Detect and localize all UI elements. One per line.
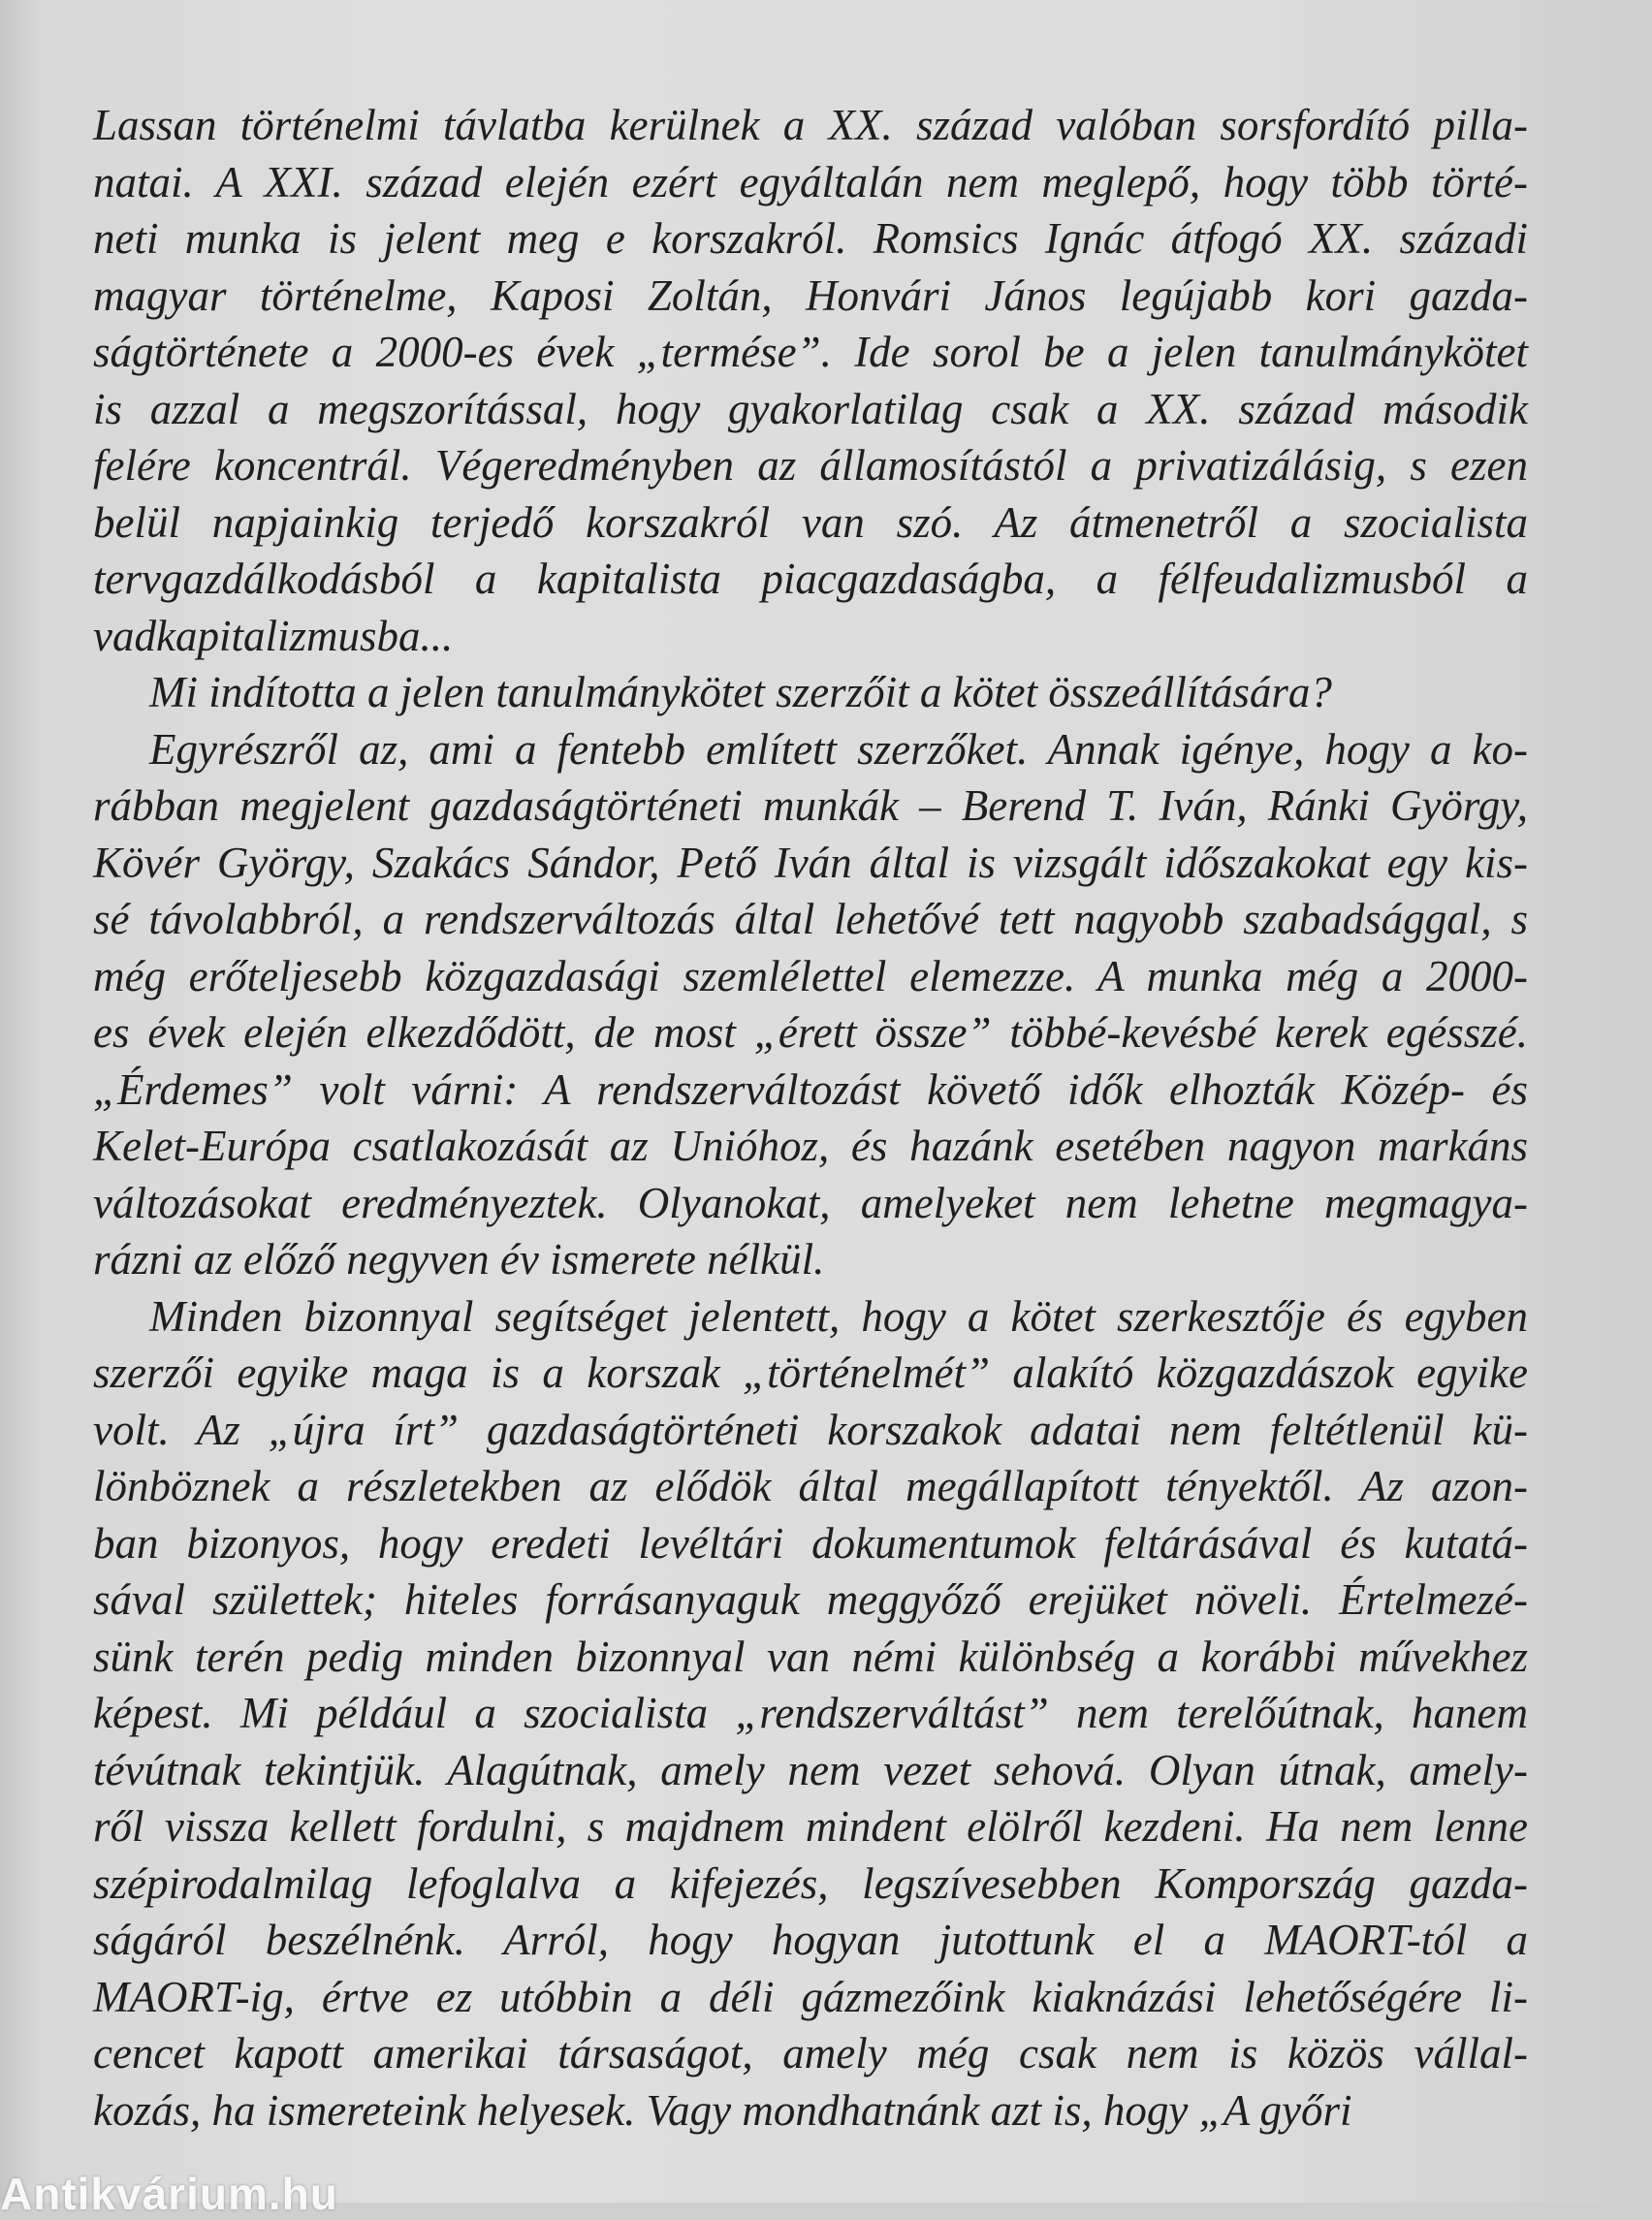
text-line: Mi indította a jelen tanulmánykötet szerzőit a kötet összeállítására? xyxy=(149,668,1332,716)
text-line: Lassan történelmi távlatba kerülnek a XX. század valóban sorsfordító pilla- xyxy=(93,101,1528,149)
text-line: sé távolabbról, a rendszerváltozás által lehetővé tett nagyobb szabadsággal, s xyxy=(93,895,1528,943)
text-line: MAORT-ig, értve ez utóbbin a déli gázmezőink kiaknázási lehetőségére li- xyxy=(93,1972,1528,2021)
text-line: Kelet-Európa csatlakozását az Unióhoz, és hazánk esetében nagyon markáns xyxy=(93,1122,1528,1170)
text-line: még erőteljesebb közgazdasági szemlélettel elemezze. A munka még a 2000- xyxy=(93,951,1528,1000)
paragraph xyxy=(93,1288,1528,2140)
text-line: belül napjainkig terjedő korszakról van szó. Az átmenetről a szocialista xyxy=(93,497,1528,547)
text-line: lönböznek a részletekben az elődök által megállapított tényektől. Az azon- xyxy=(93,1462,1528,1510)
text-line: szerzői egyike maga is a korszak „történelmét” alakító közgazdászok egyike xyxy=(93,1348,1528,1397)
text-line: cencet kapott amerikai társaságot, amely még csak nem is közös vállal- xyxy=(93,2029,1528,2077)
text-line: sával születtek; hiteles forrásanyaguk meggyőző erejüket növeli. Értelmezé- xyxy=(93,1575,1528,1624)
text-line: képest. Mi például a szocialista „rendszerváltást” nem terelőútnak, hanem xyxy=(93,1689,1528,1737)
text-line: ban bizonyos, hogy eredeti levéltári dokumentumok feltárásával és kutatá- xyxy=(93,1518,1528,1568)
text-line: ről vissza kellett fordulni, s majdnem mindent elölről kezdeni. Ha nem lenne xyxy=(93,1802,1528,1851)
text-line: ságtörténete a 2000-es évek „termése”. Ide sorol be a jelen tanulmánykötet xyxy=(93,328,1528,376)
paragraph xyxy=(93,721,1528,1288)
text-line: Minden bizonnyal segítséget jelentett, hogy a kötet szerkesztője és egyben xyxy=(149,1291,1528,1341)
bleed-through-text xyxy=(58,0,1609,87)
text-line: rábban megjelent gazdaságtörténeti munkák – Berend T. Iván, Ránki György, xyxy=(93,781,1528,830)
paragraph xyxy=(93,664,1528,721)
text-line: volt. Az „újra írt” gazdaságtörténeti korszakok adatai nem feltétlenül kü- xyxy=(93,1405,1528,1454)
text-line: is azzal a megszorítással, hogy gyakorlatilag csak a XX. század második xyxy=(93,384,1528,433)
paragraph xyxy=(93,97,1528,664)
text-line: magyar történelme, Kaposi Zoltán, Honvári János legújabb kori gazda- xyxy=(93,270,1528,320)
text-line: sünk terén pedig minden bizonnyal van némi különbség a korábbi művekhez xyxy=(93,1632,1528,1681)
text-line: ságáról beszélnénk. Arról, hogy hogyan jutottunk el a MAORT-tól a xyxy=(93,1916,1528,1964)
text-line: Kövér György, Szakács Sándor, Pető Iván által is vizsgált időszakokat egy kis- xyxy=(93,838,1528,887)
watermark: Antikvárium.hu xyxy=(0,2169,338,2219)
text-line: felére koncentrál. Végeredményben az államosítástól a privatizálásig, s ezen xyxy=(93,441,1528,490)
text-line: kozás, ha ismereteink helyesek. Vagy mondhatnánk azt is, hogy „A győri xyxy=(93,2085,1352,2135)
text-line: vadkapitalizmusba... xyxy=(93,611,454,660)
text-line: natai. A XXI. század elején ezért egyáltalán nem meglepő, hogy több törté- xyxy=(93,157,1528,206)
text-line: szépirodalmilag lefoglalva a kifejezés, legszívesebben Kompország gazda- xyxy=(93,1858,1528,1908)
text-line: neti munka is jelent meg e korszakról. Romsics Ignác átfogó XX. századi xyxy=(93,214,1528,263)
text-line: tervgazdálkodásból a kapitalista piacgazdaságba, a félfeudalizmusból a xyxy=(93,555,1528,603)
body-text xyxy=(93,97,1528,2139)
text-line: Egyrészről az, ami a fentebb említett szerzőket. Annak igénye, hogy a ko- xyxy=(149,724,1528,774)
text-line: változásokat eredményeztek. Olyanokat, amelyeket nem lehetne megmagya- xyxy=(93,1178,1528,1227)
text-line: es évek elején elkezdődött, de most „érett össze” többé-kevésbé kerek egésszé. xyxy=(93,1008,1528,1057)
text-line: tévútnak tekintjük. Alagútnak, amely nem vezet sehová. Olyan útnak, amely- xyxy=(93,1745,1528,1794)
text-line: „Érdemes” volt várni: A rendszerváltozást követő idők elhozták Közép- és xyxy=(93,1064,1528,1114)
text-line: rázni az előző negyven év ismerete nélkül. xyxy=(93,1235,825,1284)
